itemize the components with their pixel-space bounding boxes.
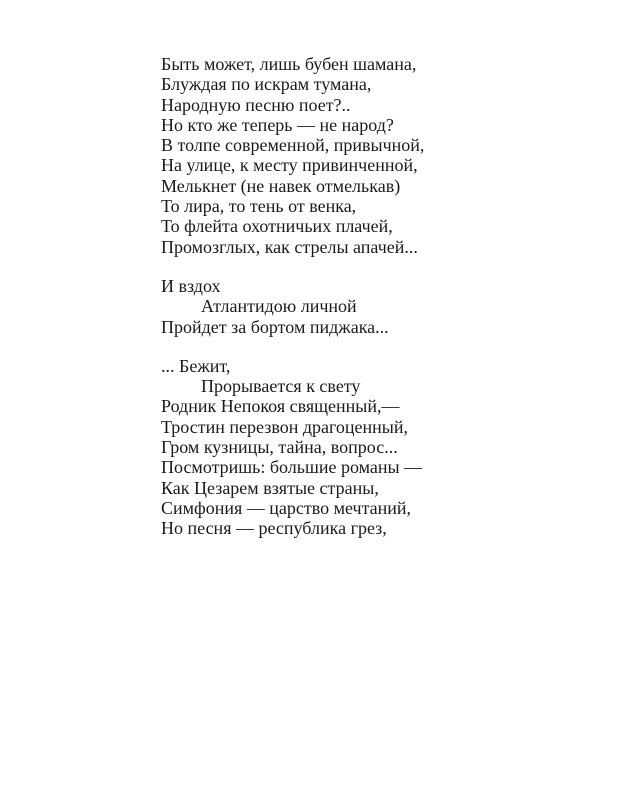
poem-line: То флейта охотничьих плачей, bbox=[161, 216, 393, 237]
stanza-2 bbox=[161, 276, 561, 337]
stanza-3 bbox=[161, 356, 561, 539]
poem-line-indented: Прорывается к свету bbox=[201, 376, 361, 397]
poem-line: Но кто же теперь — не народ? bbox=[161, 114, 394, 135]
poem-line-indented: Атлантидою личной bbox=[201, 296, 357, 317]
poem-line: ... Бежит, bbox=[161, 355, 231, 376]
poem-line: Тростин перезвон драгоценный, bbox=[161, 416, 409, 437]
poem-line: Симфония — царство мечтаний, bbox=[161, 497, 412, 518]
poem-line: Посмотришь: большие романы — bbox=[161, 457, 423, 478]
poem-text bbox=[161, 54, 561, 539]
poem-line: Как Цезарем взятые страны, bbox=[161, 477, 379, 498]
poem-line: Блуждая по искрам тумана, bbox=[161, 74, 372, 95]
poem-line: И вздох bbox=[161, 275, 221, 296]
stanza-1 bbox=[161, 54, 561, 257]
poem-line: Гром кузницы, тайна, вопрос... bbox=[161, 437, 398, 458]
poem-line: Мелькнет (не навек отмелькав) bbox=[161, 175, 401, 196]
poem-line: Родник Непокоя священный,— bbox=[161, 396, 400, 417]
poem-line: Но песня — республика грез, bbox=[161, 518, 387, 539]
poem-line: То лира, то тень от венка, bbox=[161, 196, 357, 217]
poem-line: Пройдет за бортом пиджака... bbox=[161, 316, 389, 337]
poem-line: На улице, к месту привинченной, bbox=[161, 155, 418, 176]
poem-line: Промозглых, как стрелы апачей... bbox=[161, 236, 418, 257]
poem-line: В толпе современной, привычной, bbox=[161, 135, 425, 156]
poem-line: Народную песню поет?.. bbox=[161, 94, 351, 115]
poem-line: Быть может, лишь бубен шамана, bbox=[161, 54, 417, 74]
